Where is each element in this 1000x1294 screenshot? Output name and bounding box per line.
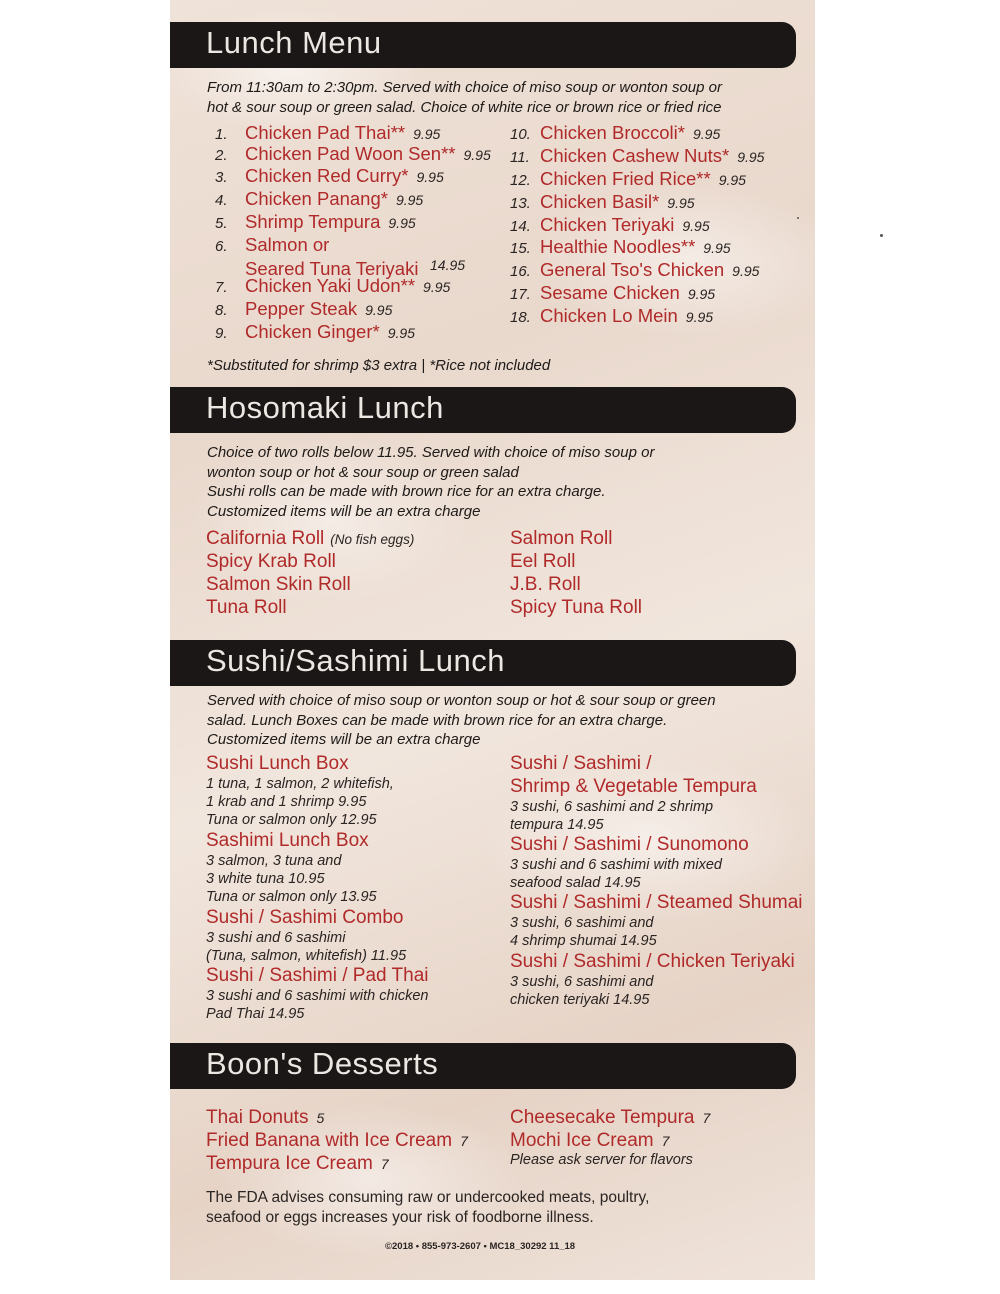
menu-page xyxy=(170,0,815,1280)
dessert-item: Fried Banana with Ice Cream 7 xyxy=(206,1130,468,1151)
roll-item: Spicy Krab Roll xyxy=(206,551,336,572)
sushi-title: Sushi/Sashimi Lunch xyxy=(206,643,505,678)
lunch-item: 18. Chicken Lo Mein 9.95 xyxy=(510,305,714,326)
lunch-item: 7. Chicken Yaki Udon** 9.95 xyxy=(215,275,451,296)
lunch-item: 17. Sesame Chicken 9.95 xyxy=(510,282,716,303)
hosomaki-title: Hosomaki Lunch xyxy=(206,390,444,425)
sashimi-lunch-box: Sashimi Lunch Box 3 salmon, 3 tuna and 3 white tuna 10.95 Tuna or salmon only 13.95 xyxy=(206,830,377,905)
sushi-sashimi-combo: Sushi / Sashimi Combo 3 sushi and 6 sashimi (Tuna, salmon, whitefish) 11.95 xyxy=(206,907,407,964)
lunch-menu-intro: From 11:30am to 2:30pm. Served with choice of miso soup or wonton soup or hot & sour soup or green salad. Choice of white rice or brown rice or fried rice xyxy=(207,79,722,116)
copyright-line: ©2018 • 855-973-2607 • MC18_30292 11_18 xyxy=(385,1241,576,1252)
sushi-sashimi-shumai: Sushi / Sashimi / Steamed Shumai 3 sushi, 6 sashimi and 4 shrimp shumai 14.95 xyxy=(510,892,803,949)
dessert-item: Tempura Ice Cream 7 xyxy=(206,1153,389,1174)
sushi-header-bar xyxy=(170,640,796,686)
lunch-item: 8. Pepper Steak 9.95 xyxy=(215,298,393,319)
lunch-item: 1. Chicken Pad Thai** 9.95 xyxy=(215,122,441,143)
roll-item: Tuna Roll xyxy=(206,597,287,618)
desserts-title: Boon's Desserts xyxy=(206,1046,439,1081)
mochi-note: Please ask server for flavors xyxy=(510,1152,693,1168)
sushi-sashimi-sunomono: Sushi / Sashimi / Sunomono 3 sushi and 6 sashimi with mixed seafood salad 14.95 xyxy=(510,834,749,891)
sushi-sashimi-tempura: Sushi / Sashimi / Shrimp & Vegetable Tempura 3 sushi, 6 sashimi and 2 shrimp tempura 14.95 xyxy=(510,753,757,833)
lunch-item: 4. Chicken Panang* 9.95 xyxy=(215,188,424,209)
lunch-item: 16. General Tso's Chicken 9.95 xyxy=(510,259,760,280)
lunch-item: 14. Chicken Teriyaki 9.95 xyxy=(510,214,710,235)
hosomaki-intro: Choice of two rolls below 11.95. Served with choice of miso soup or wonton soup or hot & sour soup or green salad Sushi rolls can be made with brown rice for an extra charge. Customized items will be an extra charge xyxy=(207,444,655,520)
lunch-item-price: 14.95 xyxy=(430,257,466,273)
dessert-item: Mochi Ice Cream 7 xyxy=(510,1130,670,1151)
fda-notice: The FDA advises consuming raw or undercooked meats, poultry, seafood or eggs increases your risk of foodborne illness. xyxy=(206,1189,650,1226)
scan-speck xyxy=(797,217,799,219)
lunch-item: 11. Chicken Cashew Nuts* 9.95 xyxy=(510,145,765,166)
roll-item: Salmon Skin Roll xyxy=(206,574,351,595)
lunch-footnote: *Substituted for shrimp $3 extra | *Rice not included xyxy=(207,357,551,374)
lunch-menu-header-bar xyxy=(170,22,796,68)
lunch-item: 6. Salmon or Seared Tuna Teriyaki xyxy=(215,234,419,279)
roll-item: California Roll (No fish eggs) xyxy=(206,528,415,549)
roll-item: Spicy Tuna Roll xyxy=(510,597,643,618)
dessert-item: Cheesecake Tempura 7 xyxy=(510,1107,711,1128)
lunch-item: 2. Chicken Pad Woon Sen** 9.95 xyxy=(215,143,491,164)
lunch-item: 13. Chicken Basil* 9.95 xyxy=(510,191,695,212)
sushi-lunch-box: Sushi Lunch Box 1 tuna, 1 salmon, 2 whitefish, 1 krab and 1 shrimp 9.95 Tuna or salmon only 12.95 xyxy=(206,753,394,828)
hosomaki-header-bar xyxy=(170,387,796,433)
sushi-intro: Served with choice of miso soup or wonton soup or hot & sour soup or green salad. Lunch Boxes can be made with brown rice for an extra charge. Customized items will be an extra charge xyxy=(207,692,716,748)
lunch-item: 9. Chicken Ginger* 9.95 xyxy=(215,321,415,342)
scan-speck xyxy=(880,234,883,237)
lunch-item: 5. Shrimp Tempura 9.95 xyxy=(215,211,416,232)
lunch-item: 10. Chicken Broccoli* 9.95 xyxy=(510,122,721,143)
sushi-sashimi-pad-thai: Sushi / Sashimi / Pad Thai 3 sushi and 6 sashimi with chicken Pad Thai 14.95 xyxy=(206,965,429,1022)
roll-item: Salmon Roll xyxy=(510,528,613,549)
lunch-item: 15. Healthie Noodles** 9.95 xyxy=(510,236,731,257)
dessert-item: Thai Donuts 5 xyxy=(206,1107,325,1128)
lunch-item: 12. Chicken Fried Rice** 9.95 xyxy=(510,168,746,189)
roll-item: Eel Roll xyxy=(510,551,576,572)
desserts-header-bar xyxy=(170,1043,796,1089)
sushi-sashimi-teriyaki: Sushi / Sashimi / Chicken Teriyaki 3 sushi, 6 sashimi and chicken teriyaki 14.95 xyxy=(510,951,795,1008)
lunch-menu-title: Lunch Menu xyxy=(206,25,382,60)
lunch-item: 3. Chicken Red Curry* 9.95 xyxy=(215,165,444,186)
roll-item: J.B. Roll xyxy=(510,574,581,595)
